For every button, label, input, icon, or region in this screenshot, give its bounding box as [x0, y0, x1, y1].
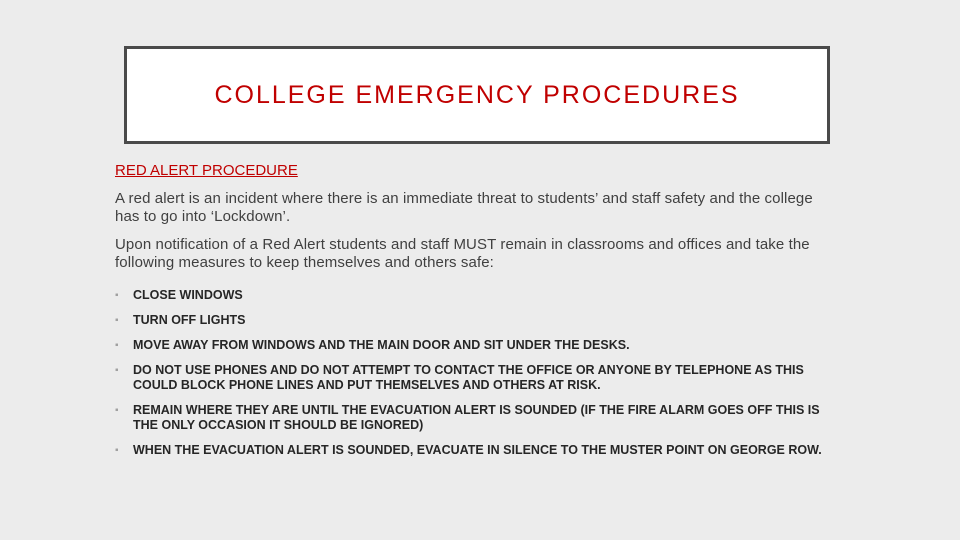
title-box	[124, 46, 830, 144]
square-bullet-icon: ▪	[115, 290, 119, 301]
square-bullet-icon: ▪	[115, 445, 119, 456]
measures-list	[115, 288, 825, 458]
square-bullet-icon: ▪	[115, 405, 119, 416]
list-item-text: CLOSE WINDOWS	[133, 288, 243, 302]
list-item	[115, 313, 825, 328]
list-item-text: TURN OFF LIGHTS	[133, 313, 246, 327]
list-item	[115, 288, 825, 303]
square-bullet-icon: ▪	[115, 340, 119, 351]
list-item-text: MOVE AWAY FROM WINDOWS AND THE MAIN DOOR AND SIT UNDER THE DESKS.	[133, 338, 630, 352]
instruction-paragraph: Upon notification of a Red Alert students and staff MUST remain in classrooms and offices and take the following measures to keep themselves and others safe:	[115, 236, 810, 271]
square-bullet-icon: ▪	[115, 315, 119, 326]
list-item-text: DO NOT USE PHONES AND DO NOT ATTEMPT TO CONTACT THE OFFICE OR ANYONE BY TELEPHONE AS THIS COULD BLOCK PHONE LINES AND PUT THEMSELVES AND OTHERS AT RISK.	[133, 363, 804, 392]
list-item-text: REMAIN WHERE THEY ARE UNTIL THE EVACUATION ALERT IS SOUNDED (IF THE FIRE ALARM GOES OFF THIS IS THE ONLY OCCASION IT SHOULD BE IGNORED)	[133, 403, 820, 432]
page-title: COLLEGE EMERGENCY PROCEDURES	[214, 81, 740, 109]
list-item-text: WHEN THE EVACUATION ALERT IS SOUNDED, EVACUATE IN SILENCE TO THE MUSTER POINT ON GEORGE ROW.	[133, 443, 822, 457]
content-area	[115, 162, 825, 468]
square-bullet-icon: ▪	[115, 365, 119, 376]
list-item	[115, 443, 825, 458]
section-heading: RED ALERT PROCEDURE	[115, 162, 298, 179]
intro-paragraph: A red alert is an incident where there is an immediate threat to students’ and staff safety and the college has to go into ‘Lockdown’.	[115, 190, 813, 225]
list-item	[115, 363, 825, 393]
list-item	[115, 403, 825, 433]
list-item	[115, 338, 825, 353]
